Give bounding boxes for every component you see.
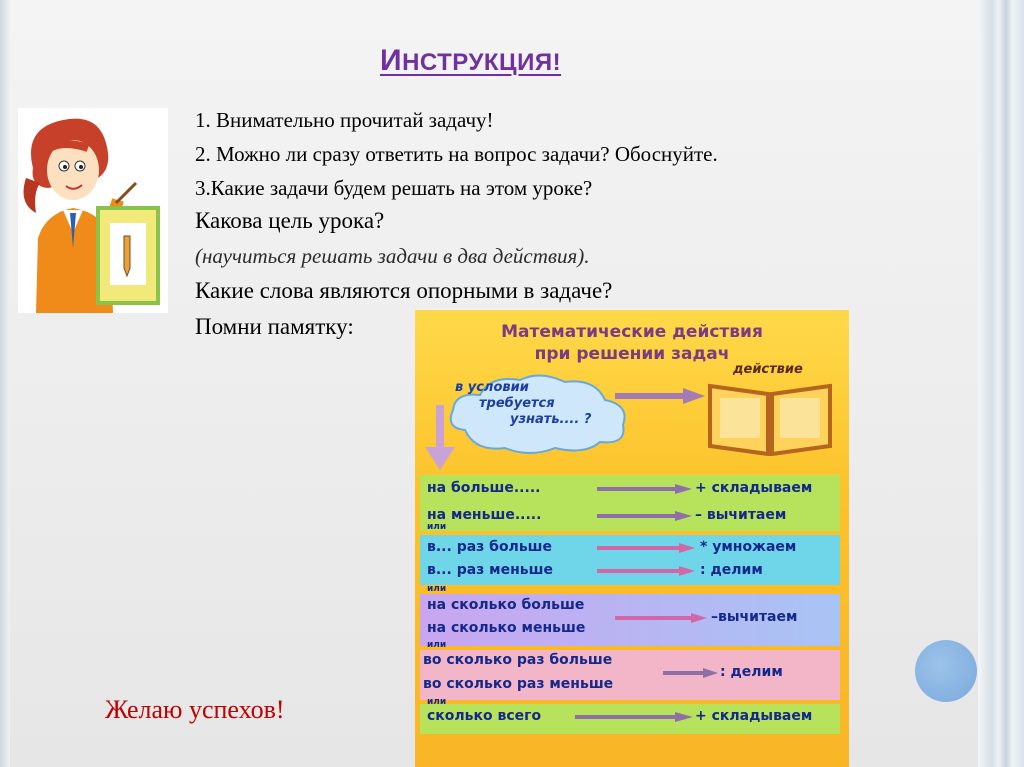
arrow-icon bbox=[597, 543, 695, 553]
poster-title-line-1: Математические действия bbox=[501, 322, 763, 342]
poster-title-line-2: при решении задач bbox=[534, 344, 730, 364]
action-label: действие bbox=[733, 362, 803, 377]
row-left-5: на сколько больше bbox=[427, 597, 585, 613]
ili-label-3: или bbox=[427, 640, 447, 650]
row-op-9: + складываем bbox=[695, 708, 813, 724]
ili-label-1: или bbox=[427, 522, 447, 532]
lesson-goal-question: Какова цель урока? bbox=[195, 208, 385, 233]
slide-left-border bbox=[0, 0, 10, 767]
arrow-icon bbox=[597, 511, 692, 521]
row-left-2: на меньше..... bbox=[427, 507, 542, 523]
row-left-3: в... раз больше bbox=[427, 539, 553, 555]
cloud-text-2: требуется bbox=[479, 396, 555, 411]
instruction-line-2: 2. Можно ли сразу ответить на вопрос задачи? Обоснуйте. bbox=[195, 142, 718, 166]
row-left-4: в... раз меньше bbox=[427, 562, 553, 578]
reminder-label: Помни памятку: bbox=[195, 314, 354, 339]
row-op-4: : делим bbox=[700, 562, 763, 578]
keywords-question: Какие слова являются опорными в задаче? bbox=[195, 278, 613, 303]
arrow-icon bbox=[597, 484, 692, 494]
title-first-letter: И bbox=[380, 44, 403, 77]
row-left-7: во сколько раз больше bbox=[423, 652, 613, 668]
row-op-3: * умножаем bbox=[700, 539, 797, 555]
title-rest: НСТРУКЦИЯ! bbox=[402, 49, 562, 76]
row-left-8: во сколько раз меньше bbox=[423, 676, 614, 692]
row-left-9: сколько всего bbox=[427, 708, 542, 724]
book-icon bbox=[705, 376, 835, 456]
slide-title bbox=[380, 44, 561, 78]
row-op-8: : делим bbox=[720, 664, 783, 680]
cloud-text-1: в условии bbox=[455, 380, 529, 395]
math-reminder-poster bbox=[415, 310, 849, 767]
wish-text: Желаю успехов! bbox=[105, 695, 285, 724]
arrow-to-book-icon bbox=[615, 388, 705, 404]
lesson-goal-answer: (научиться решать задачи в два действия). bbox=[195, 244, 590, 268]
row-left-6: на сколько меньше bbox=[427, 620, 586, 636]
instruction-line-1: 1. Внимательно прочитай задачу! bbox=[195, 108, 494, 132]
cloud-text-3: узнать.... ? bbox=[510, 412, 592, 427]
slide-right-border bbox=[978, 0, 1024, 767]
row-op-2: – вычитаем bbox=[695, 507, 787, 523]
instruction-line-3: 3.Какие задачи будем решать на этом уроке? bbox=[195, 176, 593, 200]
row-op-6: –вычитаем bbox=[711, 609, 798, 625]
teacher-illustration bbox=[18, 108, 168, 313]
arrow-icon bbox=[575, 712, 693, 722]
arrow-icon bbox=[597, 566, 695, 576]
arrow-icon bbox=[615, 613, 707, 623]
decorative-circle bbox=[915, 640, 977, 702]
row-op-1: + складываем bbox=[695, 480, 813, 496]
ili-label-4: или bbox=[427, 697, 447, 707]
row-left-1: на больше..... bbox=[427, 480, 541, 496]
ili-label-2: или bbox=[427, 584, 447, 594]
arrow-down-icon bbox=[425, 405, 455, 470]
arrow-icon bbox=[663, 668, 718, 678]
